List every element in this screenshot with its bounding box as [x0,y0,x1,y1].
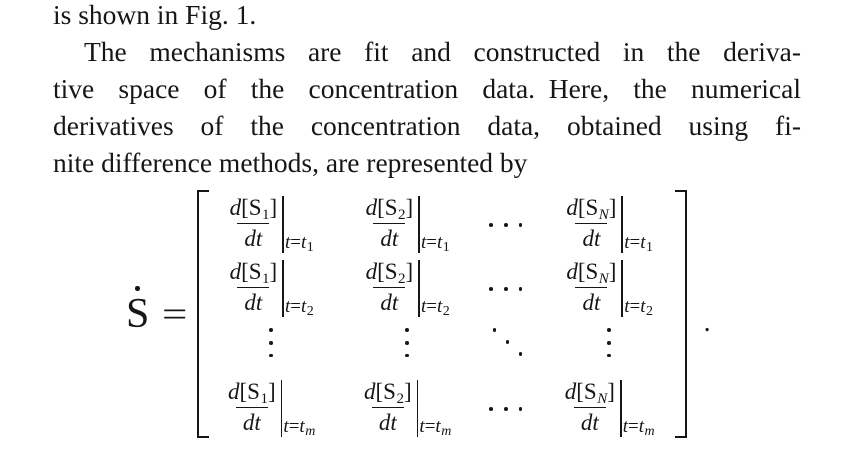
numerator: $d[S_N]$ [564,379,615,407]
denominator: dt [237,287,269,314]
numerator: $d[S_N]$ [566,195,617,223]
species-subscript: 2 [398,271,406,287]
denominator: dt [237,223,269,250]
matrix-dot-icon [493,328,497,332]
evaluation-bar [620,380,622,437]
species-subscript: N [598,271,609,287]
equation-period: . [703,307,711,338]
matrix-dot-icon [489,407,493,411]
species-subscript: N [597,391,608,407]
time-subscript: m [305,424,316,439]
matrix-dot-icon [506,340,510,344]
overdot-accent-icon [135,286,140,291]
vertical-dots [553,318,665,374]
evaluation-subscript: $t=t_2$ [420,296,450,319]
denominator: dt [373,287,405,314]
matrix-dot-icon [269,341,273,345]
matrix-dot-icon [504,287,508,291]
time-subscript: 1 [646,240,654,255]
matrix-dot-icon [607,328,611,332]
evaluation-subscript: $t=t_1$ [420,232,450,255]
derivative-fraction [364,260,416,314]
time-subscript: m [441,424,452,439]
denominator: dt [574,407,606,434]
time-subscript: m [644,424,655,439]
text-line-3: tive space of the concentration data. Here, the numerical [53,73,801,104]
denominator: dt [373,223,405,250]
equals-sign: = [162,294,188,334]
matrix-dot-icon [405,328,409,332]
text-line-2: The mechanisms are fit and constructed in the deriva- [84,36,801,67]
derivative-fraction [364,196,416,250]
evaluation-subscript: $t=t_1$ [624,232,654,255]
derivative-fraction [564,196,618,250]
derivative-fraction [564,260,618,314]
numerator: $d[S_1]$ [229,195,278,223]
species-subscript: 1 [262,207,270,223]
derivative-fraction [228,196,280,250]
right-matrix-bracket [675,190,687,438]
denominator: dt [372,407,404,434]
matrix-cell [553,374,665,438]
display-equation [126,190,711,438]
horizontal-dots [491,254,521,318]
matrix-grid [209,190,675,438]
matrix-cell [219,190,323,254]
matrix-cell [219,254,323,318]
matrix-dot-icon [489,287,493,291]
derivative-fraction [228,260,280,314]
evaluation-bar [417,380,419,437]
evaluation-bar [282,260,284,317]
species-subscript: 2 [398,207,406,223]
time-subscript: 1 [306,240,314,255]
time-subscript: 2 [646,304,654,319]
matrix-cell [219,374,323,438]
matrix-dot-icon [269,328,273,332]
evaluation-bar [621,260,623,317]
numerator: $d[S_2]$ [365,259,414,287]
matrix-dot-icon [519,352,523,356]
matrix-dot-icon [405,354,409,358]
horizontal-dots [491,190,521,254]
text-line-5: nite difference methods, are represented by [53,147,528,178]
matrix-dot-icon [519,407,523,411]
denominator: dt [575,223,607,250]
evaluation-subscript: $t=t_m$ [283,416,316,439]
species-subscript: 1 [262,271,270,287]
denominator: dt [236,407,268,434]
matrix-cell [355,374,459,438]
numerator: $d[S_2]$ [364,379,412,407]
matrix-dot-icon [489,223,493,227]
denominator: dt [575,287,607,314]
matrix-dot-icon [519,287,523,291]
species-subscript: N [598,207,609,223]
evaluation-bar [281,380,283,437]
numerator: $d[S_2]$ [365,195,414,223]
matrix-dot-icon [607,341,611,345]
numerator: $d[S_N]$ [566,259,617,287]
s-dot-symbol [126,293,149,335]
time-subscript: 2 [306,304,314,319]
matrix-dot-icon [504,407,508,411]
evaluation-subscript: $t=t_1$ [284,232,314,255]
matrix-cell [553,254,665,318]
s-symbol-letter: S [126,291,150,337]
numerator: $d[S_1]$ [229,259,278,287]
left-matrix-bracket [197,190,209,438]
paragraph-block [53,0,801,181]
horizontal-dots [491,374,521,438]
text-line-1: is shown in Fig. 1. [53,0,257,30]
matrix-cell [355,254,459,318]
evaluation-subscript: $t=t_m$ [419,416,452,439]
matrix-cell [355,190,459,254]
matrix-dot-icon [519,223,523,227]
matrix-dot-icon [607,354,611,358]
text-line-4: derivatives of the concentration data, obtained using fi- [53,110,801,141]
matrix-cell [553,190,665,254]
matrix-dot-icon [269,354,273,358]
evaluation-bar [621,196,623,253]
vertical-dots [355,318,459,374]
species-subscript: 1 [260,391,268,407]
matrix-dot-icon [405,341,409,345]
numerator: $d[S_1]$ [228,379,276,407]
vertical-dots [219,318,323,374]
derivative-fraction [226,380,278,434]
derivative-fraction [563,380,617,434]
time-subscript: 2 [442,304,450,319]
evaluation-bar [418,260,420,317]
evaluation-bar [282,196,284,253]
matrix-dot-icon [504,223,508,227]
evaluation-subscript: $t=t_2$ [624,296,654,319]
time-subscript: 1 [442,240,450,255]
evaluation-subscript: $t=t_m$ [622,416,655,439]
diagonal-dots [491,318,521,374]
evaluation-bar [418,196,420,253]
derivative-fraction [362,380,414,434]
species-subscript: 2 [396,391,404,407]
evaluation-subscript: $t=t_2$ [284,296,314,319]
